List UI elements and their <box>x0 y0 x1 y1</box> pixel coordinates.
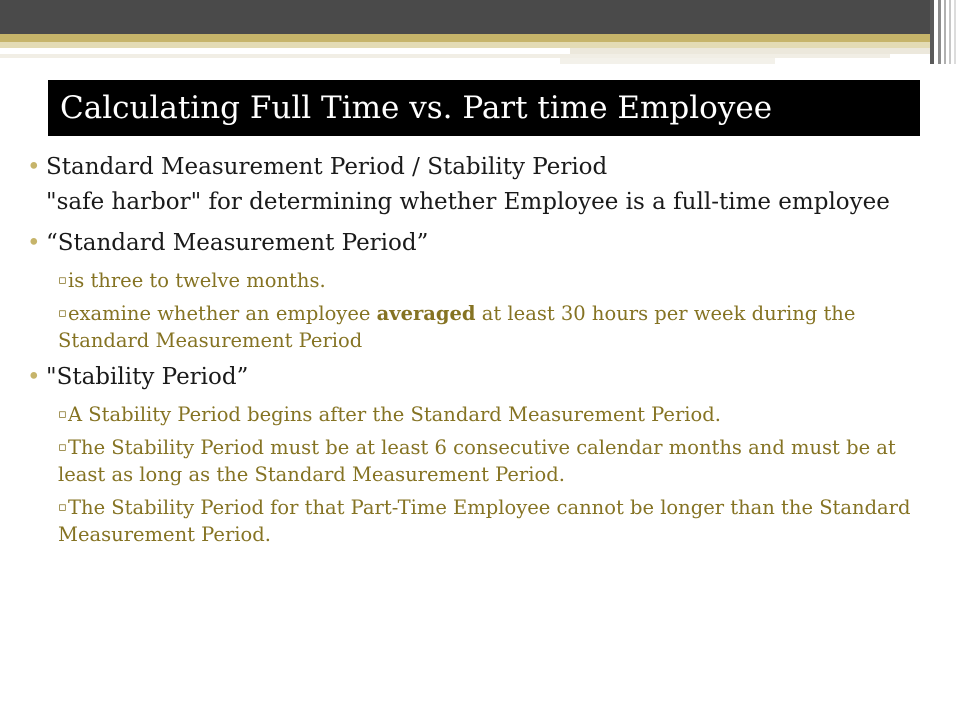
header-vertical-stripe <box>944 0 946 64</box>
sub-bullet-text: The Stability Period for that Part-Time Employee cannot be longer than the Standard Measurement Period. <box>58 496 911 546</box>
header-dark-bar <box>0 0 930 34</box>
bullet-text: “Standard Measurement Period” <box>46 230 429 256</box>
sub-bullet-item <box>24 401 924 428</box>
bullet-item <box>24 226 924 261</box>
title-banner <box>48 80 920 136</box>
header-accent-bar <box>560 58 775 64</box>
header-vertical-stripe <box>949 0 951 64</box>
bullet-dot-icon: • <box>27 230 41 256</box>
square-bullet-icon: ▫ <box>58 440 67 455</box>
sub-bullet-item <box>24 494 924 548</box>
slide-title: Calculating Full Time vs. Part time Employee <box>60 90 773 126</box>
square-bullet-icon: ▫ <box>58 273 67 288</box>
square-bullet-icon: ▫ <box>58 306 67 321</box>
bullet-text: "Stability Period” <box>46 364 249 390</box>
sub-bullet-text: is three to twelve months. <box>68 269 326 292</box>
header-vertical-stripe <box>938 0 941 64</box>
header-gold-bar <box>0 34 930 42</box>
sub-bullet-item <box>24 300 924 354</box>
bullet-continuation: "safe harbor" for determining whether Employee is a full-time employee <box>46 189 890 215</box>
sub-bullet-item <box>24 267 924 294</box>
bullet-text: Standard Measurement Period / Stability Period <box>46 154 608 180</box>
sub-bullet-text: A Stability Period begins after the Standard Measurement Period. <box>68 403 721 426</box>
bullet-dot-icon: • <box>27 154 41 180</box>
sub-bullet-text: examine whether an employee averaged at least 30 hours per week during the Standard Measurement Period <box>58 302 856 352</box>
square-bullet-icon: ▫ <box>58 407 67 422</box>
sub-bullet-text: The Stability Period must be at least 6 consecutive calendar months and must be at least as long as the Standard Measurement Period. <box>58 436 896 486</box>
bullet-item <box>24 150 924 185</box>
slide-content <box>24 150 924 548</box>
header-vertical-stripe <box>954 0 956 64</box>
square-bullet-icon: ▫ <box>58 500 67 515</box>
sub-bullet-item <box>24 434 924 488</box>
bullet-item <box>24 360 924 395</box>
bullet-dot-icon: • <box>27 364 41 390</box>
header-vertical-stripe <box>930 0 934 64</box>
emphasis-text: averaged <box>376 302 476 325</box>
